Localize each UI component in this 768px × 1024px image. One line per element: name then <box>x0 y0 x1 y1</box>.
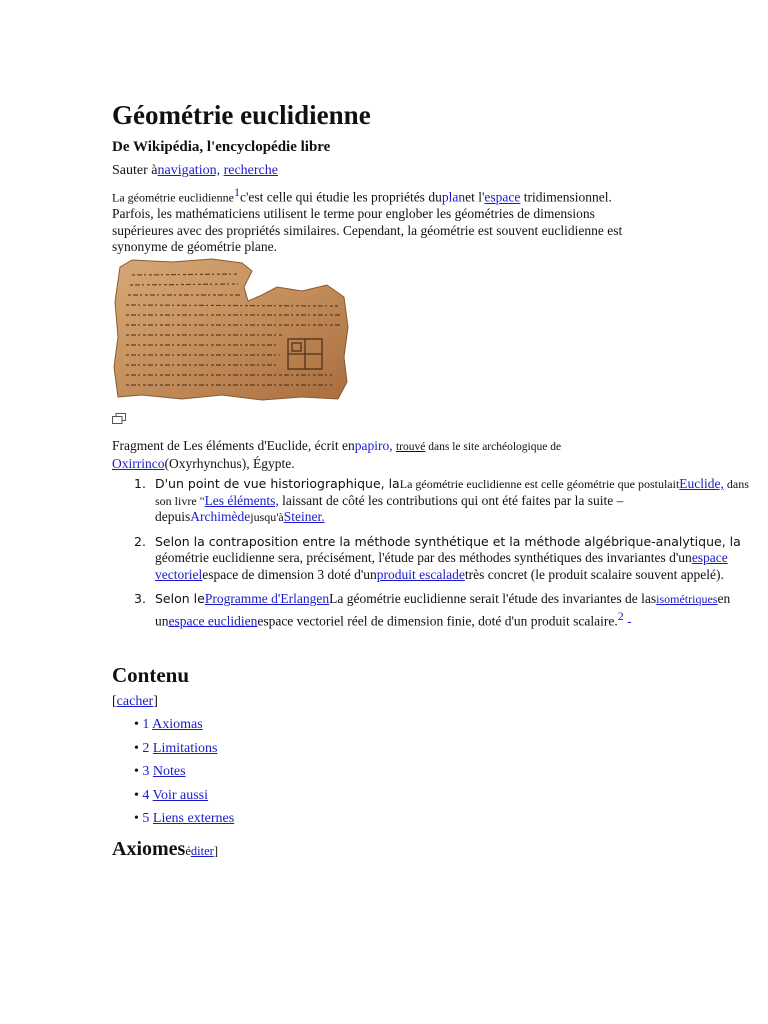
intro-text: La géométrie euclidienne <box>112 190 234 205</box>
footnote-dash: - <box>623 613 632 628</box>
section-heading-axiomes <box>112 838 218 861</box>
footnote-ref-1[interactable]: 1 <box>233 185 240 199</box>
definition-text: jusqu'à <box>250 510 284 524</box>
toc-item-axiomas: • 1 Axiomas <box>134 717 203 732</box>
caption-text: Fragment de Les éléments d'Euclide, écrit en <box>112 438 355 453</box>
euclide-link[interactable]: Euclide, <box>679 476 724 491</box>
definition-lead: D'un point de vue historiographique, la <box>155 476 400 491</box>
enlarge-icon[interactable] <box>112 413 126 424</box>
espace-euclidien-link[interactable]: espace euclidien <box>168 613 258 628</box>
definition-text: géométrie euclidienne sera, précisément, l'étude par des méthodes synthétiques des invariantes d'un <box>155 550 692 565</box>
toc-bracket-close: ] <box>153 694 158 709</box>
definition-text: espace de dimension 3 doté d'un <box>202 566 377 582</box>
intro-text: c'est celle qui étudie les propriétés du <box>239 189 442 205</box>
definition-lead: Selon la contraposition entre la méthode synthétique et la méthode algébrique-analytique, la <box>155 533 741 549</box>
edit-bracket-close: ] <box>213 844 218 858</box>
definition-text: La géométrie euclidienne est celle géométrie que postulait <box>399 477 680 491</box>
espace-vectoriel-link[interactable]: espace vectoriel <box>155 550 728 582</box>
toc-item-limitations: • 2 Limitations <box>134 740 218 756</box>
toc-item-voir-aussi: • 4 Voir aussi <box>134 787 209 803</box>
definition-lead: Selon le <box>155 591 205 606</box>
papyrus-image[interactable] <box>112 257 352 402</box>
intro-text: tridimensionnel. Parfois, les mathématiciens utilisent le terme pour englober les géométries de dimensions supérieures avec des propriétés similaires. Cependant, la géométrie est souvent euclidienne est synonyme de géométrie plane. <box>112 189 623 254</box>
jump-navigation-link[interactable]: navigation, <box>157 163 221 178</box>
caption-trouve: trouvé <box>395 441 426 453</box>
toc-number[interactable]: 1 <box>142 717 150 732</box>
toc-number[interactable]: 3 <box>142 764 150 779</box>
edit-section-link[interactable]: diter <box>190 844 214 858</box>
definition-text: La géométrie euclidienne serait l'étude des invariantes de las <box>329 591 657 606</box>
section-heading-text: Axiomes <box>112 838 186 860</box>
definition-text: espace vectoriel réel de dimension finie, doté d'un produit scalaire. <box>257 613 618 628</box>
toc-link-axiomas[interactable]: Axiomas <box>152 717 203 732</box>
toc-hide-link[interactable]: cacher <box>116 694 154 709</box>
caption-text: (Oxyrhynchus), Égypte. <box>164 455 295 471</box>
definitions-list <box>112 476 764 638</box>
steiner-link[interactable]: Steiner. <box>283 509 325 524</box>
definition-number: 3. <box>134 591 146 606</box>
toc-number[interactable]: 5 <box>142 811 150 826</box>
archimede-link[interactable]: Archimède <box>190 509 251 524</box>
toc-number[interactable]: 2 <box>142 740 150 756</box>
definition-number: 1. <box>134 476 146 491</box>
page-subtitle: De Wikipédia, l'encyclopédie libre <box>112 139 331 155</box>
plan-link[interactable]: plan <box>441 189 466 205</box>
page-title: Géométrie euclidienne <box>112 100 371 130</box>
image-caption <box>112 438 632 472</box>
toc-link-notes[interactable]: Notes <box>152 764 186 779</box>
toc-title: Contenu <box>112 663 190 687</box>
jump-links <box>112 163 278 179</box>
oxirrinco-link[interactable]: Oxirrinco <box>112 455 165 471</box>
jump-prefix: Sauter à <box>112 163 158 178</box>
jump-search-link[interactable]: recherche <box>223 163 278 178</box>
footnote-ref-2[interactable]: 2 <box>617 608 624 623</box>
definition-item-3 <box>112 591 764 630</box>
caption-text: dans le site archéologique de <box>425 441 562 453</box>
toc-link-voir-aussi[interactable]: Voir aussi <box>152 787 209 803</box>
definition-text: en un <box>155 591 731 628</box>
les-elements-link[interactable]: Les éléments, <box>204 492 279 508</box>
definition-text: laissant de côté les contributions qui ont été faites par la suite –depuis <box>155 492 624 524</box>
toc-item-notes: • 3 Notes <box>134 764 186 779</box>
edit-prefix: é <box>185 844 191 858</box>
intro-text: et l' <box>465 189 485 205</box>
intro-paragraph <box>112 184 642 256</box>
definition-number: 2. <box>134 533 146 549</box>
definition-item-2 <box>112 534 764 584</box>
produit-escalade-link[interactable]: produit escalade <box>376 566 465 582</box>
toc-number[interactable]: 4 <box>142 787 150 803</box>
toc-toggle <box>112 694 158 710</box>
definition-text: dans son livre " <box>155 477 749 508</box>
toc-item-liens-externes: • 5 Liens externes <box>134 811 235 826</box>
toc-list <box>134 717 234 835</box>
toc-link-limitations[interactable]: Limitations <box>152 740 218 756</box>
definition-item-1 <box>112 476 764 526</box>
espace-link[interactable]: espace <box>484 189 521 205</box>
programme-erlangen-link[interactable]: Programme d'Erlangen <box>204 591 330 606</box>
definition-lead-line <box>155 534 764 551</box>
toc-link-liens-externes[interactable]: Liens externes <box>152 811 235 826</box>
papiro-link[interactable]: papiro, <box>354 438 393 453</box>
isometriques-link[interactable]: isométriques <box>656 592 718 606</box>
toc-bracket-open: [ <box>112 694 117 709</box>
definition-text: très concret (le produit scalaire souvent appelé). <box>464 566 724 582</box>
